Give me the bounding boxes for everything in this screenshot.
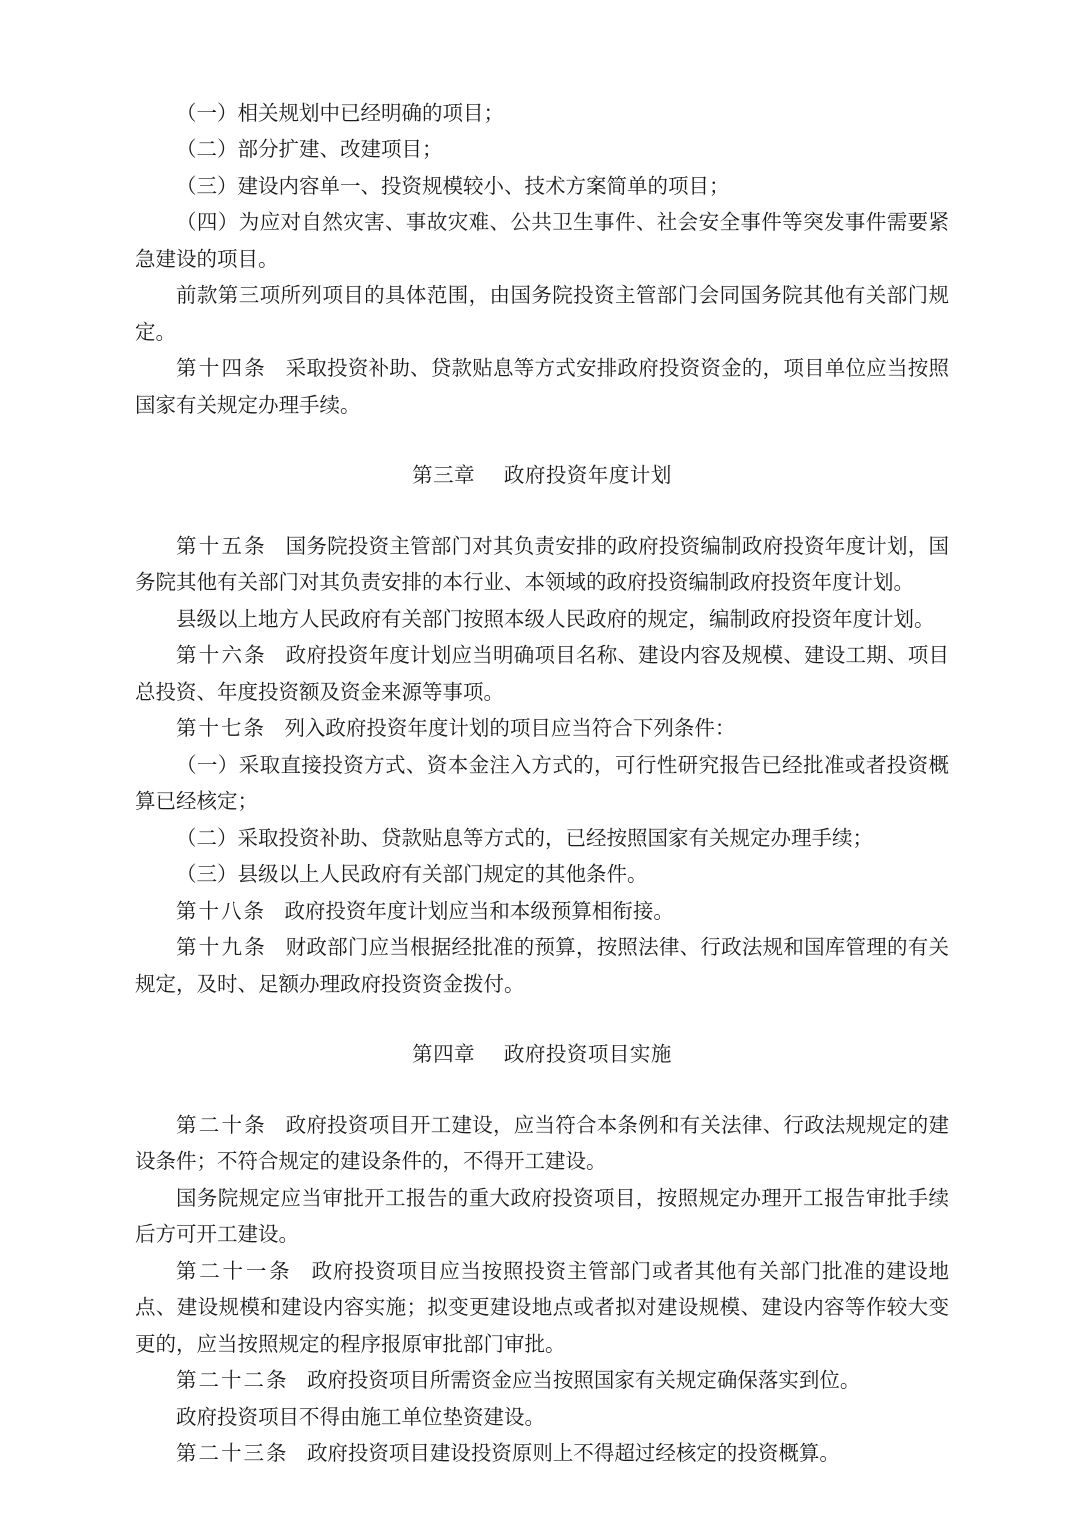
chapter-title-text: 政府投资项目实施 xyxy=(503,1042,672,1067)
article-label: 第十八条 xyxy=(176,898,266,923)
article-paragraph xyxy=(135,1435,949,1471)
article-paragraph xyxy=(135,1253,949,1362)
article-paragraph xyxy=(135,350,949,423)
article-paragraph xyxy=(135,528,949,601)
article-label: 第十九条 xyxy=(176,935,267,960)
article-paragraph xyxy=(135,1362,949,1398)
body-paragraph: 县级以上地方人民政府有关部门按照本级人民政府的规定，编制政府投资年度计划。 xyxy=(176,606,935,631)
list-item-paragraph: （二）采取投资补助、贷款贴息等方式的，已经按照国家有关规定办理手续； xyxy=(176,825,873,850)
list-item-paragraph: （四）为应对自然灾害、事故灾难、公共卫生事件、社会安全事件等突发事件需要紧急建设的项目。 xyxy=(135,210,949,271)
list-item-paragraph: （三）县级以上人民政府有关部门规定的其他条件。 xyxy=(176,862,648,887)
body-paragraph: 国务院规定应当审批开工报告的重大政府投资项目，按照规定办理开工报告审批手续后方可开工建设。 xyxy=(135,1185,949,1247)
article-text: 政府投资项目建设投资原则上不得超过经核定的投资概算。 xyxy=(306,1440,840,1465)
article-label: 第二十二条 xyxy=(176,1368,289,1393)
article-label: 第十四条 xyxy=(176,356,267,381)
document-body xyxy=(135,95,949,1471)
list-item-paragraph: （一）采取直接投资方式、资本金注入方式的，可行性研究报告已经批准或者投资概算已经核定； xyxy=(135,752,949,814)
article-text: 财政部门应当根据经批准的预算，按照法律、行政法规和国库管理的有关规定，及时、足额办理政府投资资金拨付。 xyxy=(135,935,949,996)
article-paragraph xyxy=(135,929,949,1002)
chapter-title-text: 政府投资年度计划 xyxy=(503,463,672,488)
article-paragraph xyxy=(135,1107,949,1180)
article-text: 政府投资年度计划应当明确项目名称、建设内容及规模、建设工期、项目总投资、年度投资额及资金来源等事项。 xyxy=(135,643,949,704)
article-label: 第二十一条 xyxy=(176,1258,293,1283)
chapter-heading xyxy=(135,457,949,493)
body-paragraph: 政府投资项目不得由施工单位垫资建设。 xyxy=(176,1404,545,1429)
article-text: 政府投资项目所需资金应当按照国家有关规定确保落实到位。 xyxy=(306,1368,861,1393)
article-label: 第二十三条 xyxy=(176,1440,289,1465)
article-text: 政府投资项目开工建设，应当符合本条例和有关法律、行政法规规定的建设条件；不符合规定的建设条件的，不得开工建设。 xyxy=(135,1112,949,1174)
article-text: 政府投资项目应当按照投资主管部门或者其他有关部门批准的建设地点、建设规模和建设内容实施；拟变更建设地点或者拟对建设规模、建设内容等作较大变更的，应当按照规定的程序报原审批部门审批。 xyxy=(135,1258,950,1356)
article-paragraph xyxy=(135,893,949,929)
article-text: 列入政府投资年度计划的项目应当符合下列条件： xyxy=(284,716,736,741)
article-text: 政府投资年度计划应当和本级预算相衔接。 xyxy=(284,898,674,923)
article-label: 第二十条 xyxy=(176,1112,267,1137)
article-label: 第十五条 xyxy=(176,533,267,558)
article-paragraph xyxy=(135,710,949,746)
article-text: 国务院投资主管部门对其负责安排的政府投资编制政府投资年度计划，国务院其他有关部门对其负责安排的本行业、本领域的政府投资编制政府投资年度计划。 xyxy=(135,533,949,595)
article-label: 第十七条 xyxy=(176,716,266,741)
list-item-paragraph: （三）建设内容单一、投资规模较小、技术方案简单的项目； xyxy=(176,173,730,198)
list-item-paragraph: （一）相关规划中已经明确的项目； xyxy=(176,101,504,125)
article-label: 第十六条 xyxy=(176,643,267,668)
article-paragraph xyxy=(135,637,949,710)
chapter-number: 第四章 xyxy=(412,1042,476,1067)
list-item-paragraph: （二）部分扩建、改建项目； xyxy=(176,137,443,162)
article-text: 采取投资补助、贷款贴息等方式安排政府投资资金的，项目单位应当按照国家有关规定办理手续。 xyxy=(135,356,949,417)
chapter-heading xyxy=(135,1036,949,1072)
body-paragraph: 前款第三项所列项目的具体范围，由国务院投资主管部门会同国务院其他有关部门规定。 xyxy=(135,283,949,344)
chapter-number: 第三章 xyxy=(412,463,476,488)
